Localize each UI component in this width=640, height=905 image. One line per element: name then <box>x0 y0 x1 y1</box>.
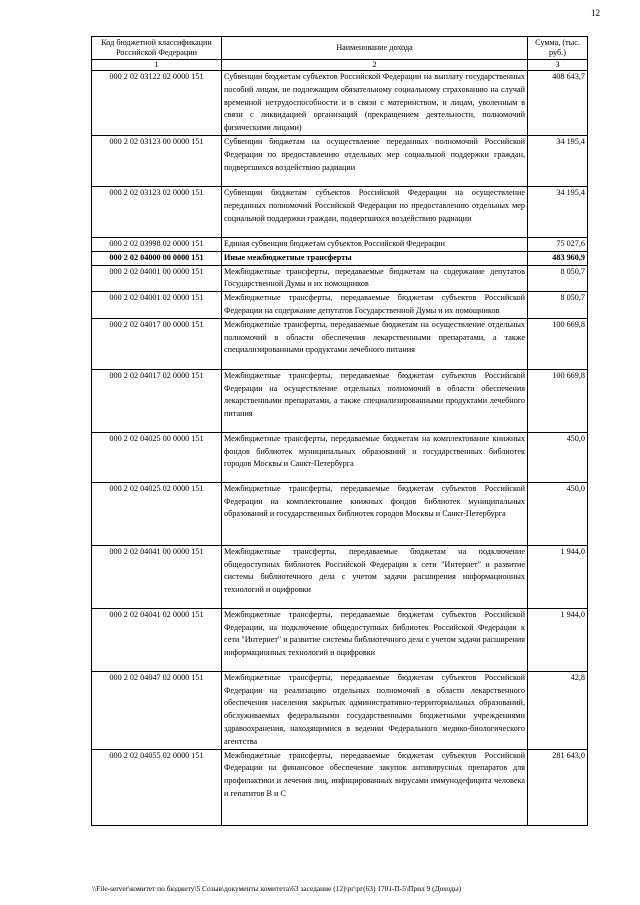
table-row <box>92 318 588 369</box>
row-amount: 8 050,7 <box>528 265 588 292</box>
row-code: 000 2 02 04017 02 0000 151 <box>92 369 222 432</box>
row-code: 000 2 02 03123 00 0000 151 <box>92 135 222 186</box>
row-name: Единая субвенция бюджетам субъектов Российской Федерации <box>222 237 528 251</box>
table-row <box>92 186 588 237</box>
row-amount: 34 195,4 <box>528 186 588 237</box>
table-row <box>92 545 588 608</box>
table-row <box>92 369 588 432</box>
row-name: Межбюджетные трансферты, передаваемые бюджетам на осуществление отдельных полномочий в области обеспечения лекарственными препаратами, а также специализированными продуктами лечебного питания <box>222 318 528 369</box>
column-header-code: Код бюджетной классификации Российской Федерации <box>92 37 222 60</box>
row-amount: 450,0 <box>528 432 588 482</box>
table-row <box>92 482 588 545</box>
row-amount: 450,0 <box>528 482 588 545</box>
table-header-row <box>92 37 588 60</box>
table-row <box>92 71 588 136</box>
row-amount: 42,8 <box>528 671 588 749</box>
table-row <box>92 292 588 319</box>
row-code: 000 2 02 04001 00 0000 151 <box>92 265 222 292</box>
column-number-2: 2 <box>222 60 528 71</box>
row-amount: 100 669,8 <box>528 369 588 432</box>
row-name: Субвенции бюджетам субъектов Российской Федерации на осуществление переданных полномочий Российской Федерации по предоставлению отдельных мер социальной поддержки граждан, подвергшихся воздействию радиации <box>222 186 528 237</box>
table-row <box>92 265 588 292</box>
row-code: 000 2 02 04041 02 0000 151 <box>92 608 222 671</box>
page-number: 12 <box>591 8 600 18</box>
table-row <box>92 608 588 671</box>
row-name: Межбюджетные трансферты, передаваемые бюджетам на подключение общедоступных библиотек Российской Федерации к сети "Интернет" и развитие системы библиотечного дела с учетом задачи расширения информационных технологий и оцифровки <box>222 545 528 608</box>
column-number-3: 3 <box>528 60 588 71</box>
row-name: Межбюджетные трансферты, передаваемые бюджетам субъектов Российской Федерации на осуществление отдельных полномочий в области обеспечения лекарственными препаратами, а также специализированными продуктами лечебного питания <box>222 369 528 432</box>
row-code: 000 2 02 04047 02 0000 151 <box>92 671 222 749</box>
table-row <box>92 135 588 186</box>
table-row <box>92 237 588 251</box>
row-name: Субвенции бюджетам субъектов Российской Федерации на выплату государственных пособий лицам, не подлежащим обязательному социальному страхованию на случай временной нетрудоспособности и в связи с материнством, и лицам, уволенным в связи с ликвидацией организаций (прекращением деятельности, полномочий физическими лицами) <box>222 71 528 136</box>
row-code: 000 2 02 04001 02 0000 151 <box>92 292 222 319</box>
row-name: Межбюджетные трансферты, передаваемые бюджетам субъектов Российской Федерации на финансовое обеспечение закупок антивирусных препаратов для профилактики и лечения лиц, инфицированных вирусами иммунодефицита человека и гепатитов В и С <box>222 749 528 825</box>
row-name: Субвенции бюджетам на осуществление переданных полномочий Российской Федерации по предоставлению отдельных мер социальной поддержки граждан, подвергшихся воздействию радиации <box>222 135 528 186</box>
row-code: 000 2 02 04025 00 0000 151 <box>92 432 222 482</box>
row-code: 000 2 02 04000 00 0000 151 <box>92 251 222 265</box>
table-row <box>92 671 588 749</box>
row-code: 000 2 02 04055 02 0000 151 <box>92 749 222 825</box>
column-number-row <box>92 60 588 71</box>
row-name: Межбюджетные трансферты, передаваемые бюджетам субъектов Российской Федерации, на подключение общедоступных библиотек Российской Федерации к сети "Интернет" и развитие системы библиотечного дела с учетом задачи расширения информационных технологий и оцифровки <box>222 608 528 671</box>
row-name: Межбюджетные трансферты, передаваемые бюджетам на содержание депутатов Государственной Думы и их помощников <box>222 265 528 292</box>
row-name: Межбюджетные трансферты, передаваемые бюджетам субъектов Российской Федерации на реализацию отдельных полномочий в области лекарственного обеспечения населения закрытых административно-территориальных образований, обслуживаемых федеральными государственными бюджетными учреждениями здравоохранения, находящимися в ведении Федерального медико-биологического агентства <box>222 671 528 749</box>
row-amount: 1 944,0 <box>528 608 588 671</box>
row-code: 000 2 02 03998 02 0000 151 <box>92 237 222 251</box>
row-name: Межбюджетные трансферты, передаваемые бюджетам субъектов Российской Федерации на комплектование книжных фондов библиотек муниципальных образований и государственных библиотек городов Москвы и Санкт-Петербурга <box>222 482 528 545</box>
row-amount: 100 669,8 <box>528 318 588 369</box>
row-code: 000 2 02 04017 00 0000 151 <box>92 318 222 369</box>
file-path-footer: \\File-server\комитет по бюджету\5 Созыв\документы комитета\63 заседание (12)\рг\рг(63) 1701-П-5\Прил 9 (Доходы) <box>92 884 462 893</box>
row-code: 000 2 02 04041 00 0000 151 <box>92 545 222 608</box>
row-amount: 34 195,4 <box>528 135 588 186</box>
row-amount: 281 643,0 <box>528 749 588 825</box>
row-code: 000 2 02 03123 02 0000 151 <box>92 186 222 237</box>
table-row <box>92 749 588 825</box>
row-code: 000 2 02 04025 02 0000 151 <box>92 482 222 545</box>
row-code: 000 2 02 03122 02 0000 151 <box>92 71 222 136</box>
revenue-table <box>91 36 588 826</box>
row-amount: 1 944,0 <box>528 545 588 608</box>
row-name: Иные межбюджетные трансферты <box>222 251 528 265</box>
column-number-1: 1 <box>92 60 222 71</box>
row-amount: 408 643,7 <box>528 71 588 136</box>
table-row <box>92 251 588 265</box>
row-amount: 75 027,6 <box>528 237 588 251</box>
row-name: Межбюджетные трансферты, передаваемые бюджетам субъектов Российской Федерации на содержание депутатов Государственной Думы и их помощников <box>222 292 528 319</box>
table-row <box>92 432 588 482</box>
column-header-amount: Сумма, (тыс. руб.) <box>528 37 588 60</box>
column-header-name: Наименование дохода <box>222 37 528 60</box>
row-name: Межбюджетные трансферты, передаваемые бюджетам на комплектование книжных фондов библиотек муниципальных образований и государственных библиотек городов Москвы и Санкт-Петербурга <box>222 432 528 482</box>
row-amount: 8 050,7 <box>528 292 588 319</box>
row-amount: 483 960,9 <box>528 251 588 265</box>
